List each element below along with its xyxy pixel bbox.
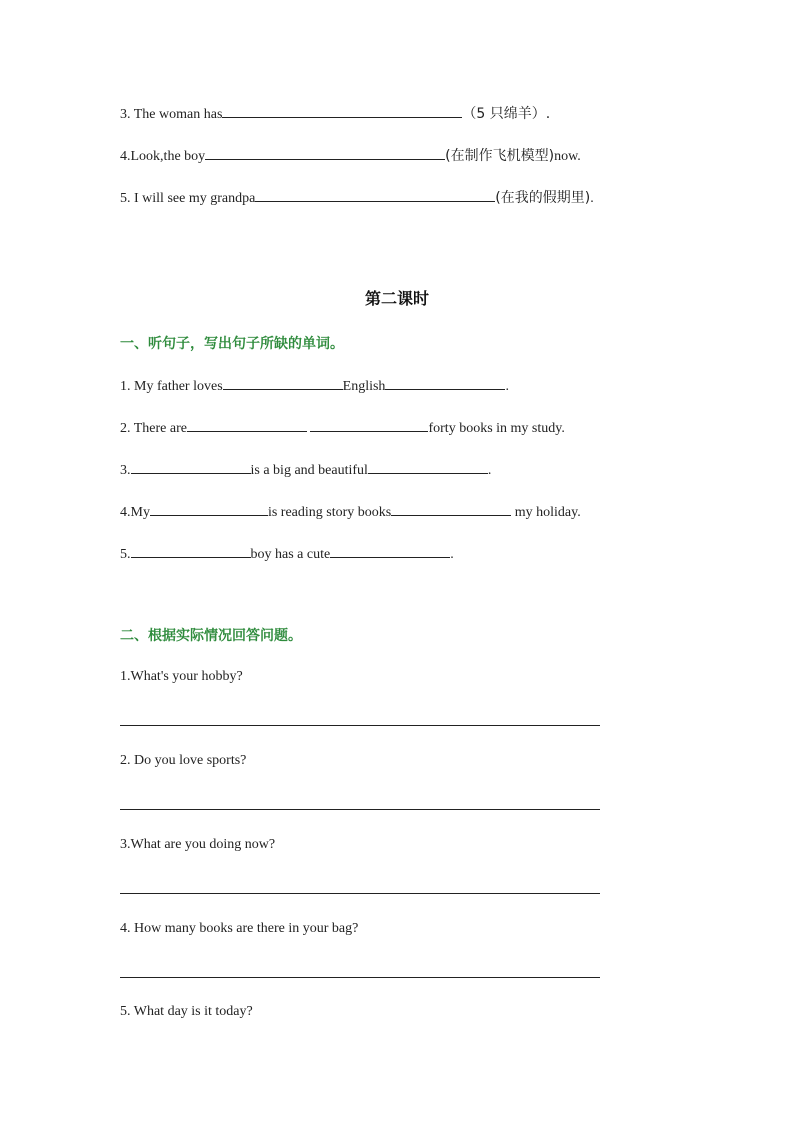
question-text: English bbox=[342, 379, 386, 394]
answer-blank[interactable] bbox=[368, 459, 488, 474]
hint-text: (在制作飞机模型) bbox=[445, 148, 555, 164]
question-text: boy has a cute bbox=[250, 547, 331, 562]
question-4 bbox=[120, 145, 581, 166]
s2-question-1: 1.What's your hobby? bbox=[120, 669, 243, 684]
question-text-end: . bbox=[450, 547, 454, 562]
answer-blank[interactable] bbox=[391, 501, 511, 516]
question-text: 3. bbox=[120, 463, 131, 478]
question-text: 5. bbox=[120, 547, 131, 562]
question-text: forty books in my study. bbox=[428, 421, 565, 436]
lesson-title: 第二课时 bbox=[364, 289, 429, 308]
question-text: 4.Look,the boy bbox=[120, 149, 206, 164]
s2-question-5: 5. What day is it today? bbox=[120, 1004, 253, 1019]
answer-blank[interactable] bbox=[131, 543, 251, 558]
question-text-end: now. bbox=[554, 149, 581, 164]
hint-text: （5 只绵羊）. bbox=[462, 106, 551, 122]
s2-question-2: 2. Do you love sports? bbox=[120, 753, 247, 768]
answer-line[interactable] bbox=[120, 809, 600, 810]
answer-blank[interactable] bbox=[330, 543, 450, 558]
s1-question-2 bbox=[120, 417, 565, 438]
question-text: 5. I will see my grandpa bbox=[120, 191, 256, 206]
answer-line[interactable] bbox=[120, 977, 600, 978]
s1-question-4 bbox=[120, 501, 581, 522]
question-text-end: . bbox=[505, 379, 509, 394]
question-text: is reading story books bbox=[267, 505, 392, 520]
question-text: 1. My father loves bbox=[120, 379, 223, 394]
answer-blank[interactable] bbox=[385, 375, 505, 390]
answer-blank[interactable] bbox=[223, 375, 343, 390]
answer-blank[interactable] bbox=[310, 417, 428, 432]
answer-blank[interactable] bbox=[205, 145, 445, 160]
question-text-end: . bbox=[590, 191, 594, 206]
answer-blank[interactable] bbox=[187, 417, 307, 432]
answer-line[interactable] bbox=[120, 725, 600, 726]
answer-blank[interactable] bbox=[150, 501, 268, 516]
question-text: 3. The woman has bbox=[120, 107, 223, 122]
section-1-heading: 一、听句子，写出句子所缺的单词。 bbox=[120, 336, 344, 352]
question-text-end: my holiday. bbox=[511, 505, 581, 520]
s2-question-3: 3.What are you doing now? bbox=[120, 837, 276, 852]
answer-blank[interactable] bbox=[131, 459, 251, 474]
s2-question-4: 4. How many books are there in your bag? bbox=[120, 921, 359, 936]
section-2-heading: 二、根据实际情况回答问题。 bbox=[120, 628, 302, 644]
question-text: 2. There are bbox=[120, 421, 187, 436]
question-3 bbox=[120, 103, 550, 124]
s1-question-1 bbox=[120, 375, 509, 396]
question-text: 4.My bbox=[120, 505, 150, 520]
question-text: is a big and beautiful bbox=[250, 463, 368, 478]
answer-blank[interactable] bbox=[255, 187, 495, 202]
s1-question-5 bbox=[120, 543, 454, 564]
answer-line[interactable] bbox=[120, 893, 600, 894]
question-text-end: . bbox=[487, 463, 492, 478]
question-5 bbox=[120, 187, 594, 208]
s1-question-3 bbox=[120, 459, 491, 480]
hint-text: (在我的假期里) bbox=[495, 190, 591, 206]
answer-blank[interactable] bbox=[222, 103, 462, 118]
